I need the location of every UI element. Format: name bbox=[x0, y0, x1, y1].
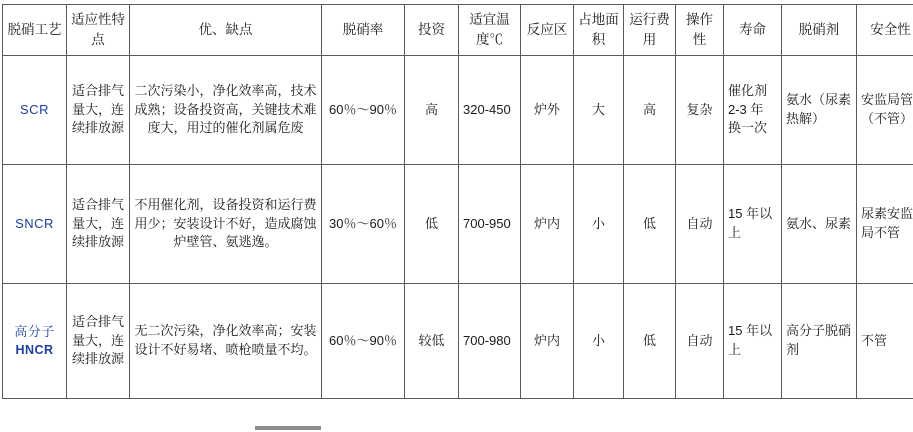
header-temperature bbox=[459, 5, 521, 56]
header-operating-cost bbox=[624, 5, 676, 56]
cell-adaptability bbox=[67, 165, 130, 284]
header-temperature-label: 适宜温度℃ bbox=[469, 12, 510, 47]
investment-value: 较低 bbox=[418, 333, 444, 348]
denitration-comparison-table bbox=[2, 4, 913, 399]
cell-denitration-rate bbox=[322, 284, 405, 399]
cell-operating-cost bbox=[624, 165, 676, 284]
lifetime-value: 催化剂 2-3 年 换一次 bbox=[728, 83, 767, 136]
investment-value: 高 bbox=[425, 102, 438, 117]
footprint-value: 小 bbox=[592, 333, 605, 348]
header-safety bbox=[857, 5, 913, 56]
investment-value: 低 bbox=[425, 216, 438, 231]
agent-value: 高分子脱硝剂 bbox=[786, 323, 851, 357]
header-reaction-zone-label: 反应区 bbox=[527, 22, 568, 37]
denitration-rate-value: 30％～60％ bbox=[329, 216, 397, 231]
cell-agent bbox=[782, 56, 857, 165]
cell-adaptability bbox=[67, 284, 130, 399]
header-denitration-rate bbox=[322, 5, 405, 56]
cell-agent bbox=[782, 165, 857, 284]
cell-footprint bbox=[574, 284, 624, 399]
header-reaction-zone bbox=[521, 5, 574, 56]
table-row bbox=[3, 56, 913, 165]
operating-cost-value: 高 bbox=[643, 102, 656, 117]
cell-reaction-zone bbox=[521, 284, 574, 399]
cell-temperature bbox=[459, 165, 521, 284]
cell-denitration-rate bbox=[322, 56, 405, 165]
header-operability-label: 操作性 bbox=[686, 12, 713, 47]
denitration-rate-value: 60％～90％ bbox=[329, 333, 397, 348]
cell-lifetime bbox=[724, 56, 782, 165]
lifetime-value: 15 年以上 bbox=[728, 323, 772, 357]
header-process-label: 脱硝工艺 bbox=[8, 22, 62, 37]
cell-pros-cons bbox=[130, 165, 322, 284]
header-process bbox=[3, 5, 67, 56]
table-header-row bbox=[3, 5, 913, 56]
header-investment-label: 投资 bbox=[418, 22, 445, 37]
cell-safety bbox=[857, 165, 913, 284]
adaptability-text: 适合排气量大，连续排放源 bbox=[72, 83, 124, 136]
cell-lifetime bbox=[724, 284, 782, 399]
operability-value: 自动 bbox=[686, 216, 712, 231]
lifetime-value: 15 年以上 bbox=[728, 206, 772, 240]
header-operability bbox=[676, 5, 724, 56]
cell-safety bbox=[857, 284, 913, 399]
cell-denitration-rate bbox=[322, 165, 405, 284]
safety-value: 尿素安监局不管 bbox=[861, 206, 913, 240]
process-name: SNCR bbox=[15, 216, 54, 231]
header-footprint-label: 占地面积 bbox=[578, 12, 619, 47]
cell-lifetime bbox=[724, 165, 782, 284]
cell-process bbox=[3, 165, 67, 284]
safety-value: 不管 bbox=[861, 333, 887, 348]
temperature-value: 320-450 bbox=[463, 102, 511, 117]
temperature-value: 700-950 bbox=[463, 216, 511, 231]
header-adaptability-label: 适应性特点 bbox=[71, 12, 125, 47]
header-denitration-rate-label: 脱硝率 bbox=[343, 22, 384, 37]
cell-process bbox=[3, 284, 67, 399]
cell-investment bbox=[405, 56, 459, 165]
cell-investment bbox=[405, 165, 459, 284]
table-row bbox=[3, 165, 913, 284]
agent-value: 氨水、尿素 bbox=[786, 216, 851, 231]
cell-operability bbox=[676, 56, 724, 165]
header-adaptability bbox=[67, 5, 130, 56]
process-name: SCR bbox=[20, 102, 49, 117]
operating-cost-value: 低 bbox=[643, 333, 656, 348]
cell-process bbox=[3, 56, 67, 165]
agent-value: 氨水（尿素热解） bbox=[786, 92, 851, 126]
cell-safety bbox=[857, 56, 913, 165]
cell-temperature bbox=[459, 56, 521, 165]
pros-cons-text: 二次污染小，净化效率高，技术成熟；设备投资高，关键技术难度大，用过的催化剂属危废 bbox=[134, 83, 316, 136]
cell-footprint bbox=[574, 165, 624, 284]
operating-cost-value: 低 bbox=[643, 216, 656, 231]
footprint-value: 大 bbox=[592, 102, 605, 117]
document-page bbox=[0, 4, 913, 432]
cell-pros-cons bbox=[130, 284, 322, 399]
process-name-sub: HNCR bbox=[7, 341, 62, 359]
table-row bbox=[3, 284, 913, 399]
footprint-value: 小 bbox=[592, 216, 605, 231]
cell-adaptability bbox=[67, 56, 130, 165]
header-lifetime-label: 寿命 bbox=[739, 22, 766, 37]
adaptability-text: 适合排气量大，连续排放源 bbox=[72, 197, 124, 250]
reaction-zone-value: 炉内 bbox=[534, 216, 560, 231]
process-name: 高分子 bbox=[14, 324, 55, 339]
page-marker-bar bbox=[255, 426, 321, 430]
header-agent-label: 脱硝剂 bbox=[799, 22, 840, 37]
reaction-zone-value: 炉内 bbox=[534, 333, 560, 348]
cell-temperature bbox=[459, 284, 521, 399]
cell-operability bbox=[676, 165, 724, 284]
cell-footprint bbox=[574, 56, 624, 165]
cell-reaction-zone bbox=[521, 165, 574, 284]
cell-pros-cons bbox=[130, 56, 322, 165]
operability-value: 复杂 bbox=[686, 102, 712, 117]
header-operating-cost-label: 运行费用 bbox=[629, 12, 670, 47]
denitration-rate-value: 60％～90％ bbox=[329, 102, 397, 117]
cell-operability bbox=[676, 284, 724, 399]
cell-operating-cost bbox=[624, 284, 676, 399]
pros-cons-text: 不用催化剂，设备投资和运行费用少；安装设计不好，造成腐蚀炉壁管、氨逃逸。 bbox=[134, 197, 316, 250]
header-safety-label: 安全性 bbox=[870, 22, 911, 37]
safety-value: 安监局管（不管） bbox=[861, 92, 913, 126]
cell-agent bbox=[782, 284, 857, 399]
cell-reaction-zone bbox=[521, 56, 574, 165]
reaction-zone-value: 炉外 bbox=[534, 102, 560, 117]
cell-operating-cost bbox=[624, 56, 676, 165]
adaptability-text: 适合排气量大，连续排放源 bbox=[72, 314, 124, 367]
temperature-value: 700-980 bbox=[463, 333, 511, 348]
cell-investment bbox=[405, 284, 459, 399]
header-lifetime bbox=[724, 5, 782, 56]
pros-cons-text: 无二次污染，净化效率高；安装设计不好易堵、喷枪喷量不均。 bbox=[134, 323, 316, 357]
header-footprint bbox=[574, 5, 624, 56]
header-agent bbox=[782, 5, 857, 56]
header-pros-cons bbox=[130, 5, 322, 56]
header-pros-cons-label: 优、缺点 bbox=[199, 22, 253, 37]
operability-value: 自动 bbox=[686, 333, 712, 348]
header-investment bbox=[405, 5, 459, 56]
